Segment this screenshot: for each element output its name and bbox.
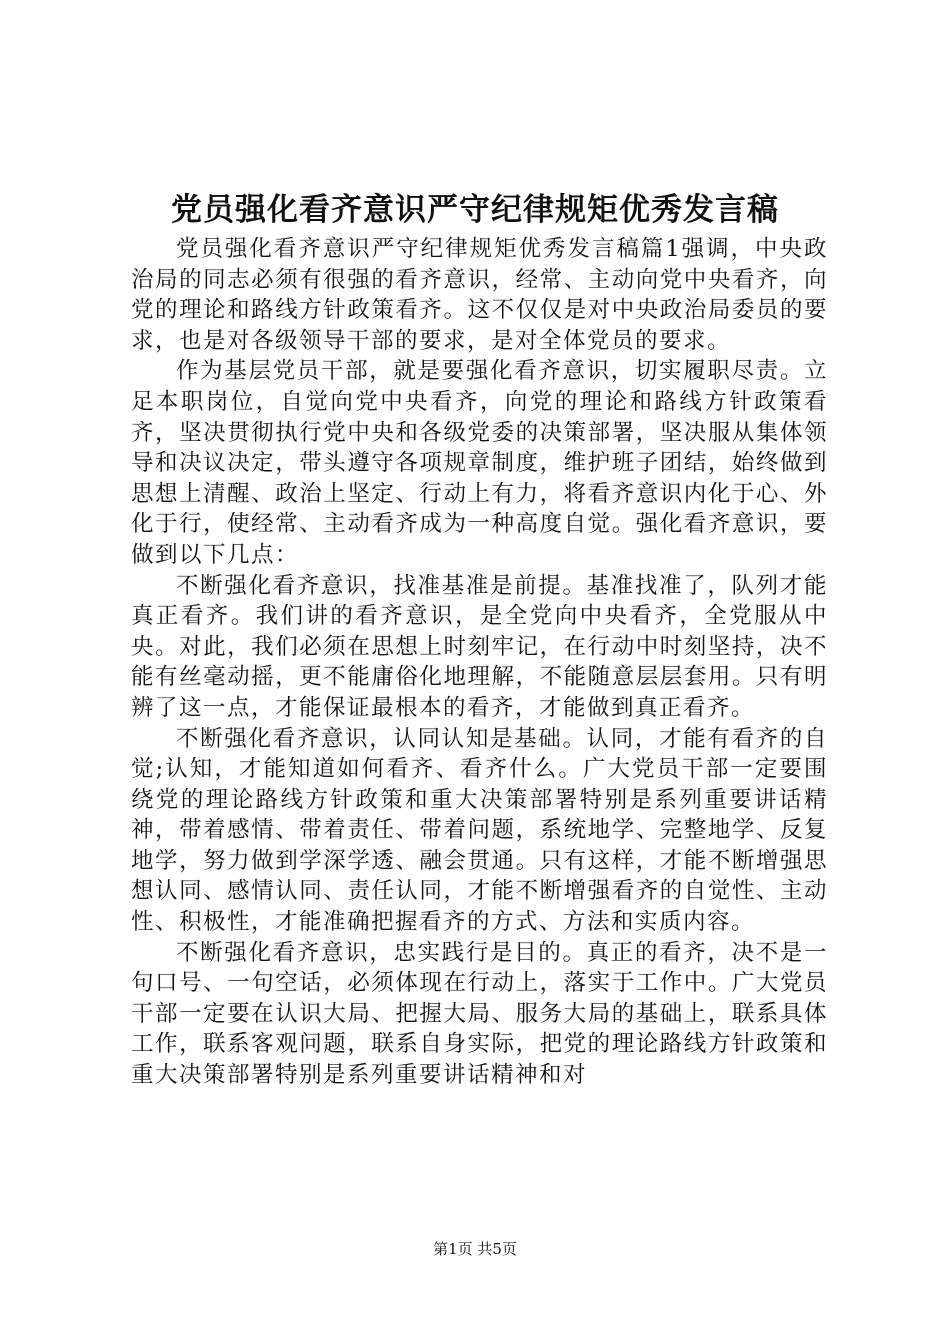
- paragraph: 不断强化看齐意识，认同认知是基础。认同，才能有看齐的自觉;认知，才能知道如何看齐、看齐什么。广大党员干部一定要围绕党的理论路线方针政策和重大决策部署特别是系列重要讲话精神，带着感情、带着责任、带着问题，系统地学、完整地学、反复地学，努力做到学深学透、融会贯通。只有这样，才能不断增强思想认同、感情认同、责任认同，才能不断增强看齐的自觉性、主动性、积极性，才能准确把握看齐的方式、方法和实质内容。: [131, 725, 828, 936]
- page-footer: 第1页 共5页: [433, 1240, 517, 1258]
- paragraph: 党员强化看齐意识严守纪律规矩优秀发言稿篇1强调，中央政治局的同志必须有很强的看齐意识，经常、主动向党中央看齐，向党的理论和路线方针政策看齐。这不仅仅是对中央政治局委员的要求，也是对各级领导干部的要求，是对全体党员的要求。: [131, 236, 828, 354]
- paragraph: 不断强化看齐意识，忠实践行是目的。真正的看齐，决不是一句口号、一句空话，必须体现在行动上，落实于工作中。广大党员干部一定要在认识大局、把握大局、服务大局的基础上，联系具体工作，联系客观问题，联系自身实际，把党的理论路线方针政策和重大决策部署特别是系列重要讲话精神和对: [131, 939, 828, 1089]
- document-body: [131, 234, 828, 1091]
- paragraph: 作为基层党员干部，就是要强化看齐意识，切实履职尽责。立足本职岗位，自觉向党中央看齐，向党的理论和路线方针政策看齐，坚决贯彻执行党中央和各级党委的决策部署，坚决服从集体领导和决议决定，带头遵守各项规章制度，维护班子团结，始终做到思想上清醒、政治上坚定、行动上有力，将看齐意识内化于心、外化于行，使经常、主动看齐成为一种高度自觉。强化看齐意识，要做到以下几点：: [131, 358, 828, 568]
- document-title: 党员强化看齐意识严守纪律规矩优秀发言稿: [171, 192, 779, 228]
- paragraph: 不断强化看齐意识，找准基准是前提。基准找准了，队列才能真正看齐。我们讲的看齐意识，是全党向中央看齐，全党服从中央。对此，我们必须在思想上时刻牢记，在行动中时刻坚持，决不能有丝毫动摇，更不能庸俗化地理解，不能随意层层套用。只有明辨了这一点，才能保证最根本的看齐，才能做到真正看齐。: [131, 572, 828, 721]
